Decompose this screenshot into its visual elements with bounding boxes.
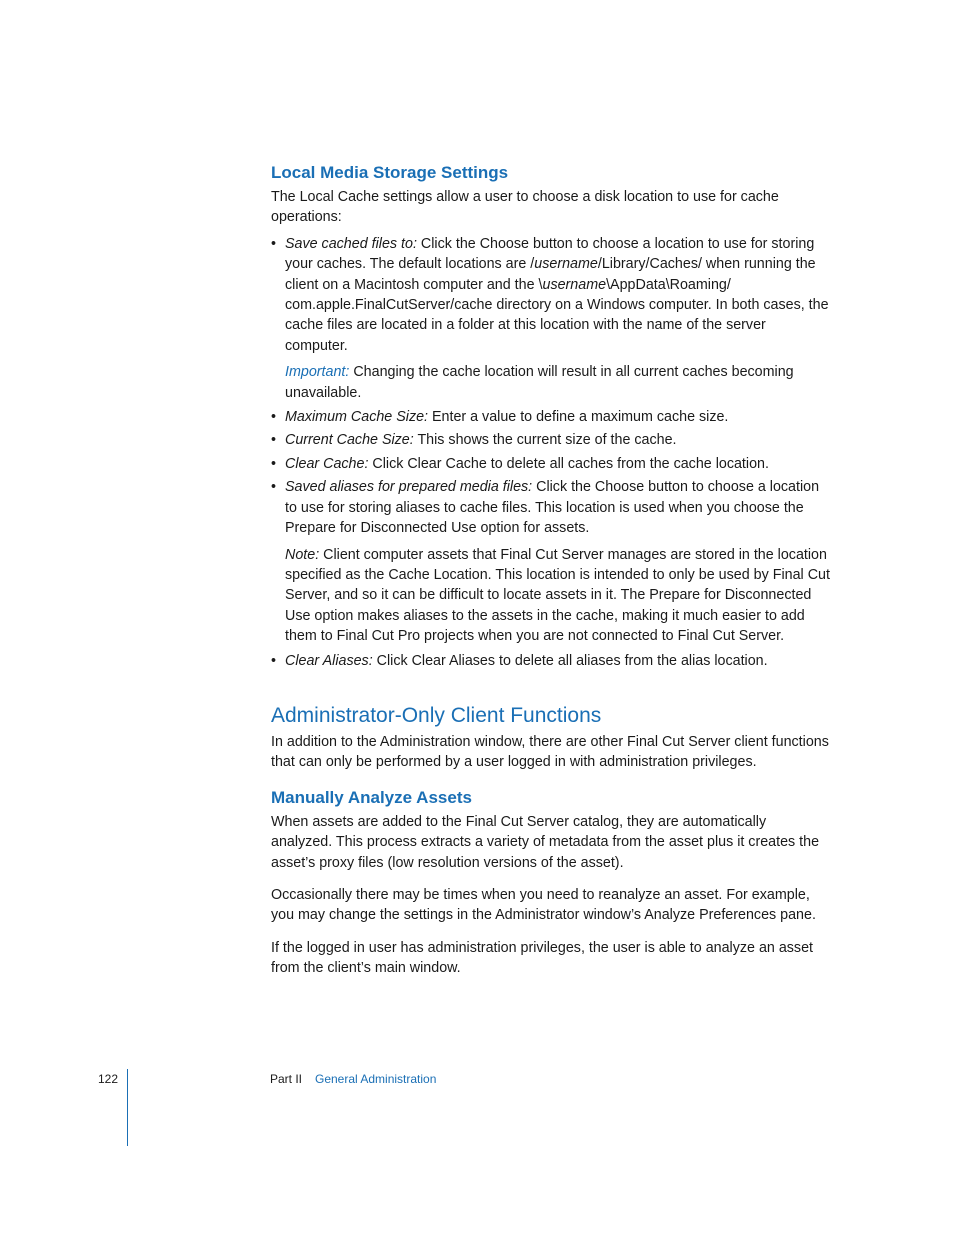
item-term: Clear Cache:	[285, 455, 369, 472]
bullet: •	[271, 455, 277, 472]
item-text: Click Clear Cache to delete all caches from the cache location.	[368, 455, 769, 472]
item-variable: username	[542, 276, 607, 293]
section-intro: In addition to the Administration window, there are other Final Cut Server client functions that can only be performed by a user logged in with administration privileges.	[271, 733, 829, 771]
page-content	[271, 162, 831, 979]
list-item	[271, 234, 831, 403]
item-variable: username	[534, 256, 598, 273]
item-text: Click the Choose button to choose a location to use for storing aliases to cache files. This location is used when you choose the Prepare for Disconnected Use option for assets.	[285, 479, 820, 537]
item-term: Save cached files to:	[285, 235, 417, 252]
item-term: Maximum Cache Size:	[285, 409, 429, 426]
important-label: Important:	[285, 364, 350, 381]
item-text: Click the Choose button to choose a location to use for storing your caches. The default locations are /	[285, 235, 815, 273]
note-text: Client computer assets that Final Cut Server manages are stored in the location specified as the Cache Location. This location is intended to only be used by Final Cut Server, and so it can be difficult to locate assets in it. The Prepare for Disconnected Use option makes aliases to the assets in the cache, making it much easier to add them to Final Cut Pro projects when you are not connected to Final Cut Server.	[285, 546, 830, 645]
section-intro: The Local Cache settings allow a user to choose a disk location to use for cache operations:	[271, 189, 779, 226]
footer-part: Part II	[270, 1072, 303, 1086]
item-text: \AppData\Roaming/ com.apple.FinalCutServer/cache directory on a Windows computer. In both cases, the cache files are located in a folder at this location with the name of the server computer.	[285, 276, 829, 354]
bullet: •	[271, 479, 277, 496]
important-note	[285, 362, 831, 403]
spacer	[271, 773, 831, 787]
section-heading-local-media: Local Media Storage Settings	[271, 163, 509, 182]
footer-divider	[127, 1069, 128, 1146]
note-label: Note:	[285, 546, 320, 563]
list-item	[271, 407, 831, 427]
paragraph: If the logged in user has administration privileges, the user is able to analyze an asset from the client’s main window.	[271, 939, 814, 977]
item-term: Clear Aliases:	[285, 652, 373, 669]
list-item	[271, 430, 831, 450]
item-term: Current Cache Size:	[285, 432, 414, 449]
settings-list	[271, 234, 831, 671]
page-number: 122	[98, 1072, 119, 1086]
item-text: Click Clear Aliases to delete all aliases from the alias location.	[372, 652, 768, 669]
important-text: Changing the cache location will result in all current caches becoming unavailable.	[285, 364, 794, 401]
item-text: This shows the current size of the cache.	[413, 432, 677, 449]
item-text: Enter a value to define a maximum cache size.	[428, 409, 729, 426]
bullet: •	[271, 652, 277, 669]
footer-section: General Administration	[315, 1072, 437, 1086]
section-heading-admin-functions: Administrator-Only Client Functions	[271, 703, 602, 727]
list-item	[271, 651, 831, 671]
list-item	[271, 477, 831, 646]
spacer	[271, 926, 831, 938]
bullet: •	[271, 409, 277, 426]
item-term: Saved aliases for prepared media files:	[285, 479, 533, 496]
bullet: •	[271, 235, 277, 252]
spacer	[271, 873, 831, 885]
section-heading-analyze-assets: Manually Analyze Assets	[271, 787, 472, 807]
paragraph: When assets are added to the Final Cut Server catalog, they are automatically analyzed. This process extracts a variety of metadata from the asset plus it creates the asset’s proxy files (low resolution versions of the asset).	[271, 813, 820, 871]
item-text: /Library/Caches/ when running the client on a Macintosh computer and the \	[285, 256, 816, 293]
note-block	[285, 545, 831, 647]
paragraph: Occasionally there may be times when you need to reanalyze an asset. For example, you may change the settings in the Administrator window’s Analyze Preferences pane.	[271, 886, 816, 924]
spacer	[271, 674, 831, 702]
list-item	[271, 454, 831, 474]
bullet: •	[271, 432, 277, 449]
